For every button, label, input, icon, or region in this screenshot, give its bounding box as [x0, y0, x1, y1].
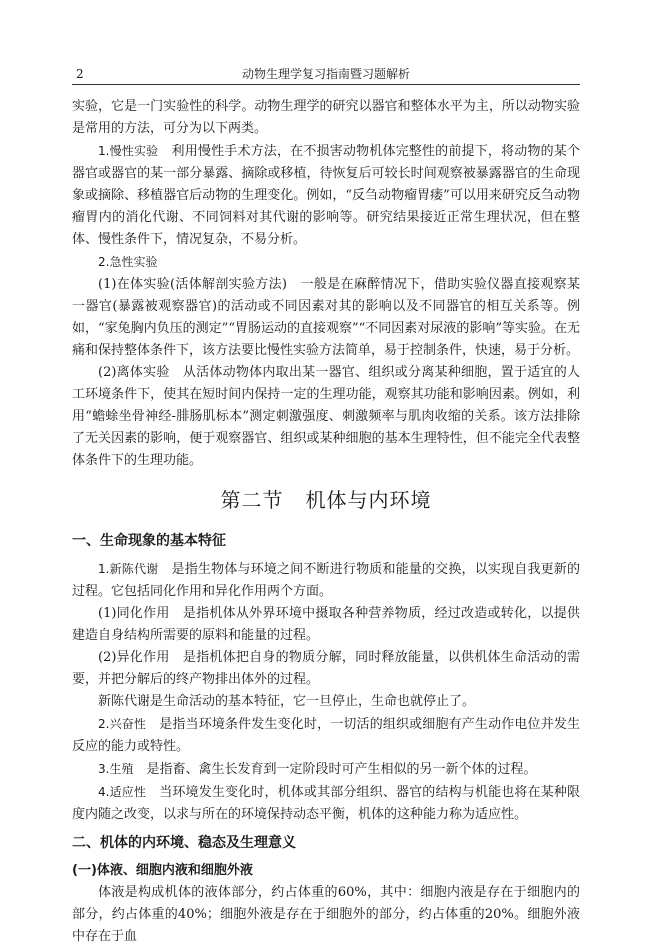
page-number: 2: [76, 67, 84, 81]
paragraph-in-vivo: (1)在体实验(活体解剖实验方法) 一般是在麻醉情况下，借助实验仪器直接观察某一器官(暴露被观察器官)的活动或不同因素对其的影响以及不同器官的相互关系等。例如，“家兔胸内负压的测定”“胃肠运动的直接观察”“不同因素对尿液的影响”等实验。在无痛和保持整体条件下，该方法要比慢性实验方法简单，易于控制条件，快速，易于分析。: [72, 277, 580, 358]
adaptability-text: 当环境发生变化时，机体或其部分组织、器官的结构与机能也将在某种限度内随之改变，以求与所在的环境保持动态平衡，机体的这种能力称为适应性。: [72, 785, 580, 822]
paragraph-metabolism-summary: 新陈代谢是生命活动的基本特征，它一旦停止，生命也就停止了。: [98, 694, 476, 709]
chronic-experiment-text: 利用慢性手术方法，在不损害动物机体完整性的前提下，将动物的某个器官或器官的某一部分暴露、摘除或移植，待恢复后可较长时间观察被暴露器官的生命现象或摘除、移植器官后动物的生理变化。例如，“反刍动物瘤胃瘘”可以用来研究反刍动物瘤胃内的消化代谢、不同饲料对其代谢的影响等。研究结果接近正常生理状况，但在整体、慢性条件下，情况复杂，不易分析。: [72, 144, 580, 247]
paragraph-intro: 实验，它是一门实验性的科学。动物生理学的研究以器官和整体水平为主，所以动物实验是常用的方法，可分为以下两类。: [72, 99, 580, 136]
excitability-label: 2.兴奋性: [98, 717, 147, 731]
paragraph-metabolism: [72, 558, 580, 603]
reproduction-label: 3.生殖: [98, 762, 134, 776]
subheading-body-fluids: (一)体液、细胞内液和细胞外液: [72, 863, 253, 878]
paragraph-chronic-experiment: [72, 140, 580, 251]
section-name: 机体与内环境: [305, 488, 432, 512]
acute-experiment-heading: [72, 251, 580, 274]
metabolism-text: 是指生物体与环境之间不断进行物质和能量的交换，以实现自我更新的过程。它包括同化作用和异化作用两个方面。: [72, 562, 580, 599]
running-header: [72, 66, 580, 85]
section-title: [72, 486, 580, 514]
heading-internal-environment: 二、机体的内环境、稳态及生理意义: [72, 835, 296, 851]
chronic-experiment-label: 1.慢性实验: [98, 144, 159, 158]
book-title: 动物生理学复习指南暨习题解析: [241, 67, 410, 81]
excitability-text: 是指当环境条件发生变化时，一切活的组织或细胞有产生动作电位并发生反应的能力或特性。: [72, 717, 580, 754]
page-body: [72, 96, 580, 948]
paragraph-excitability: [72, 713, 580, 758]
metabolism-label: 1.新陈代谢: [98, 562, 159, 576]
paragraph-assimilation: (1)同化作用 是指机体从外界环境中摄取各种营养物质，经过改造或转化，以提供建造自身结构所需要的原料和能量的过程。: [72, 606, 580, 643]
paragraph-body-fluids: 体液是构成机体的液体部分，约占体重的60%，其中：细胞内液是存在于细胞内的部分，约占体重的40%；细胞外液是存在于细胞外的部分，约占体重的20%。细胞外液中存在于血: [72, 885, 580, 944]
acute-experiment-label: 2.急性实验: [98, 255, 158, 269]
paragraph-reproduction: [72, 758, 580, 781]
adaptability-label: 4.适应性: [98, 785, 147, 799]
heading-life-features: 一、生命现象的基本特征: [72, 533, 226, 549]
paragraph-dissimilation: (2)异化作用 是指机体把自身的物质分解，同时释放能量，以供机体生命活动的需要，并把分解后的终产物排出体外的过程。: [72, 650, 580, 687]
paragraph-in-vitro: (2)离体实验 从活体动物体内取出某一器官、组织或分离某种细胞，置于适宜的人工环境条件下，使其在短时间内保持一定的生理功能，观察其功能和影响因素。例如，利用“蟾蜍坐骨神经-腓肠肌标本”测定刺激强度、刺激频率与肌肉收缩的关系。该方法排除了无关因素的影响，便于观察器官、组织或某种细胞的基本生理特性，但不能完全代表整体条件下的生理功能。: [72, 365, 580, 468]
reproduction-text: 是指畜、禽生长发育到一定阶段时可产生相似的另一新个体的过程。: [146, 762, 537, 777]
paragraph-adaptability: [72, 781, 580, 826]
section-number: 第二节: [220, 488, 284, 512]
